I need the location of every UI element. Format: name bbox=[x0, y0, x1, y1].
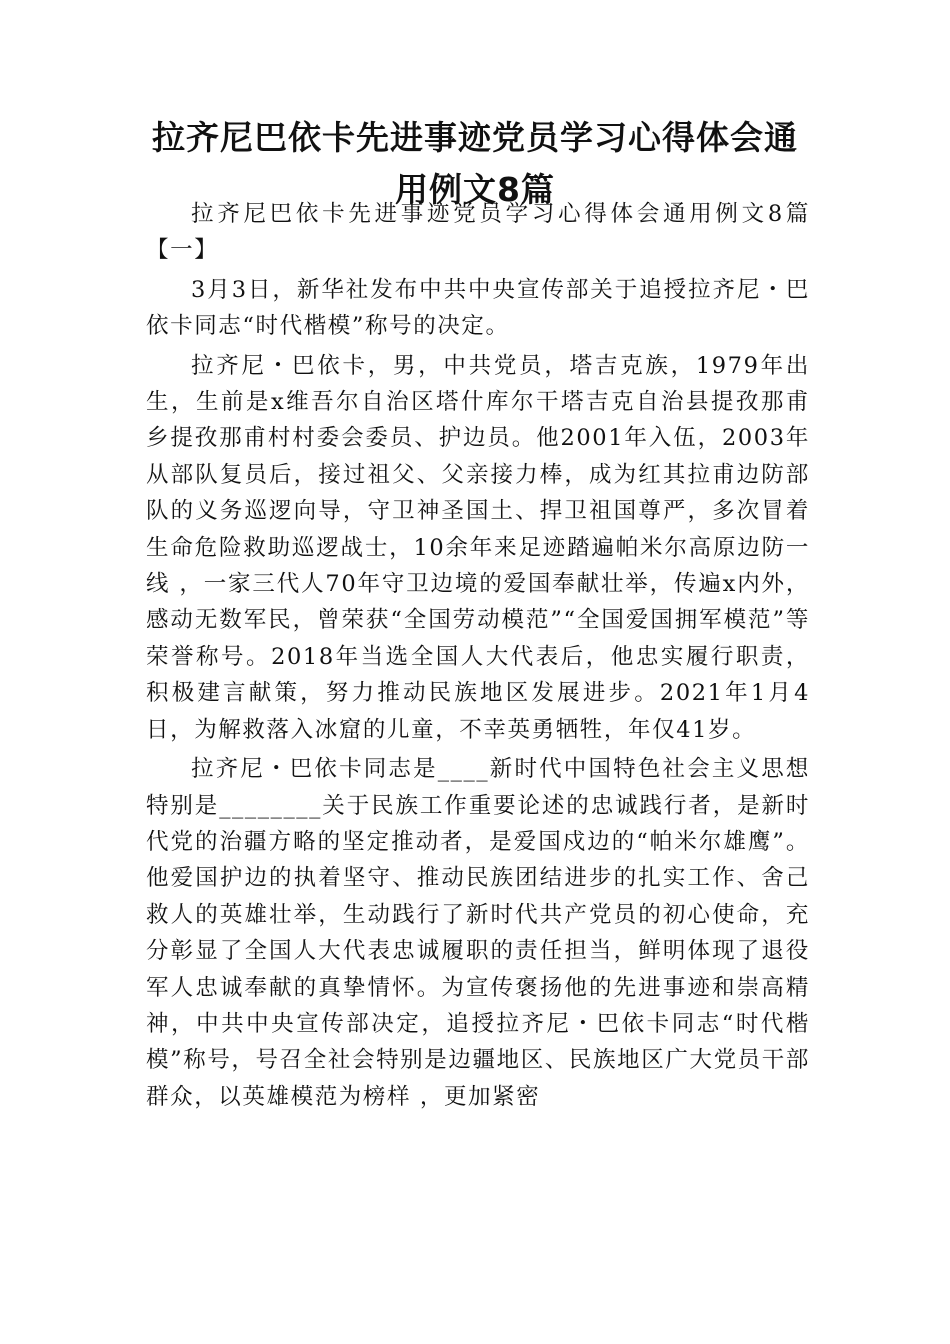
paragraph-announcement: 3月3日，新华社发布中共中央宣传部关于追授拉齐尼・巴依卡同志“时代楷模”称号的决定。 bbox=[146, 276, 810, 340]
paragraph-intro: 拉齐尼巴依卡先进事迹党员学习心得体会通用例文8篇【一】 bbox=[146, 201, 810, 264]
title-line-2: 用例文8篇 bbox=[395, 170, 555, 209]
title-line-1: 拉齐尼巴依卡先进事迹党员学习心得体会通 bbox=[152, 118, 798, 157]
document-body bbox=[146, 196, 810, 1115]
paragraph-biography: 拉齐尼・巴依卡，男，中共党员，塔吉克族，1979年出生，生前是x维吾尔自治区塔什库尔干塔吉克自治县提孜那甫乡提孜那甫村村委会委员、护边员。他2001年入伍，2003年从部队复员后，接过祖父、父亲接力棒，成为红其拉甫边防部队的义务巡逻向导，守卫神圣国土、捍卫祖国尊严，多次冒着生命危险救助巡逻战士，10余年来足迹踏遍帕米尔高原边防一线 ，一家三代人70年守卫边境的爱国奉献壮举，传遍x内外，感动无数军民，曾荣获“全国劳动模范”“全国爱国拥军模范”等荣誉称号。2018年当选全国人大代表后，他忠实履行职责，积极建言献策，努力推动民族地区发展进步。2021年1月4日，为解救落入冰窟的儿童，不幸英勇牺牲，年仅41岁。 bbox=[146, 352, 810, 743]
paragraph-tribute: 拉齐尼・巴依卡同志是____新时代中国特色社会主义思想特别是________关于民族工作重要论述的忠诚践行者，是新时代党的治疆方略的坚定推动者，是爱国戍边的“帕米尔雄鹰”。他爱国护边的执着坚守、推动民族团结进步的扎实工作、舍己救人的英雄壮举，生动践行了新时代共产党员的初心使命，充分彰显了全国人大代表忠诚履职的责任担当，鲜明体现了退役军人忠诚奉献的真挚情怀。为宣传褒扬他的先进事迹和崇高精神，中共中央宣传部决定，追授拉齐尼・巴依卡同志“时代楷模”称号，号召全社会特别是边疆地区、民族地区广大党员干部群众，以英雄模范为榜样 ，更加紧密 bbox=[146, 756, 810, 1110]
